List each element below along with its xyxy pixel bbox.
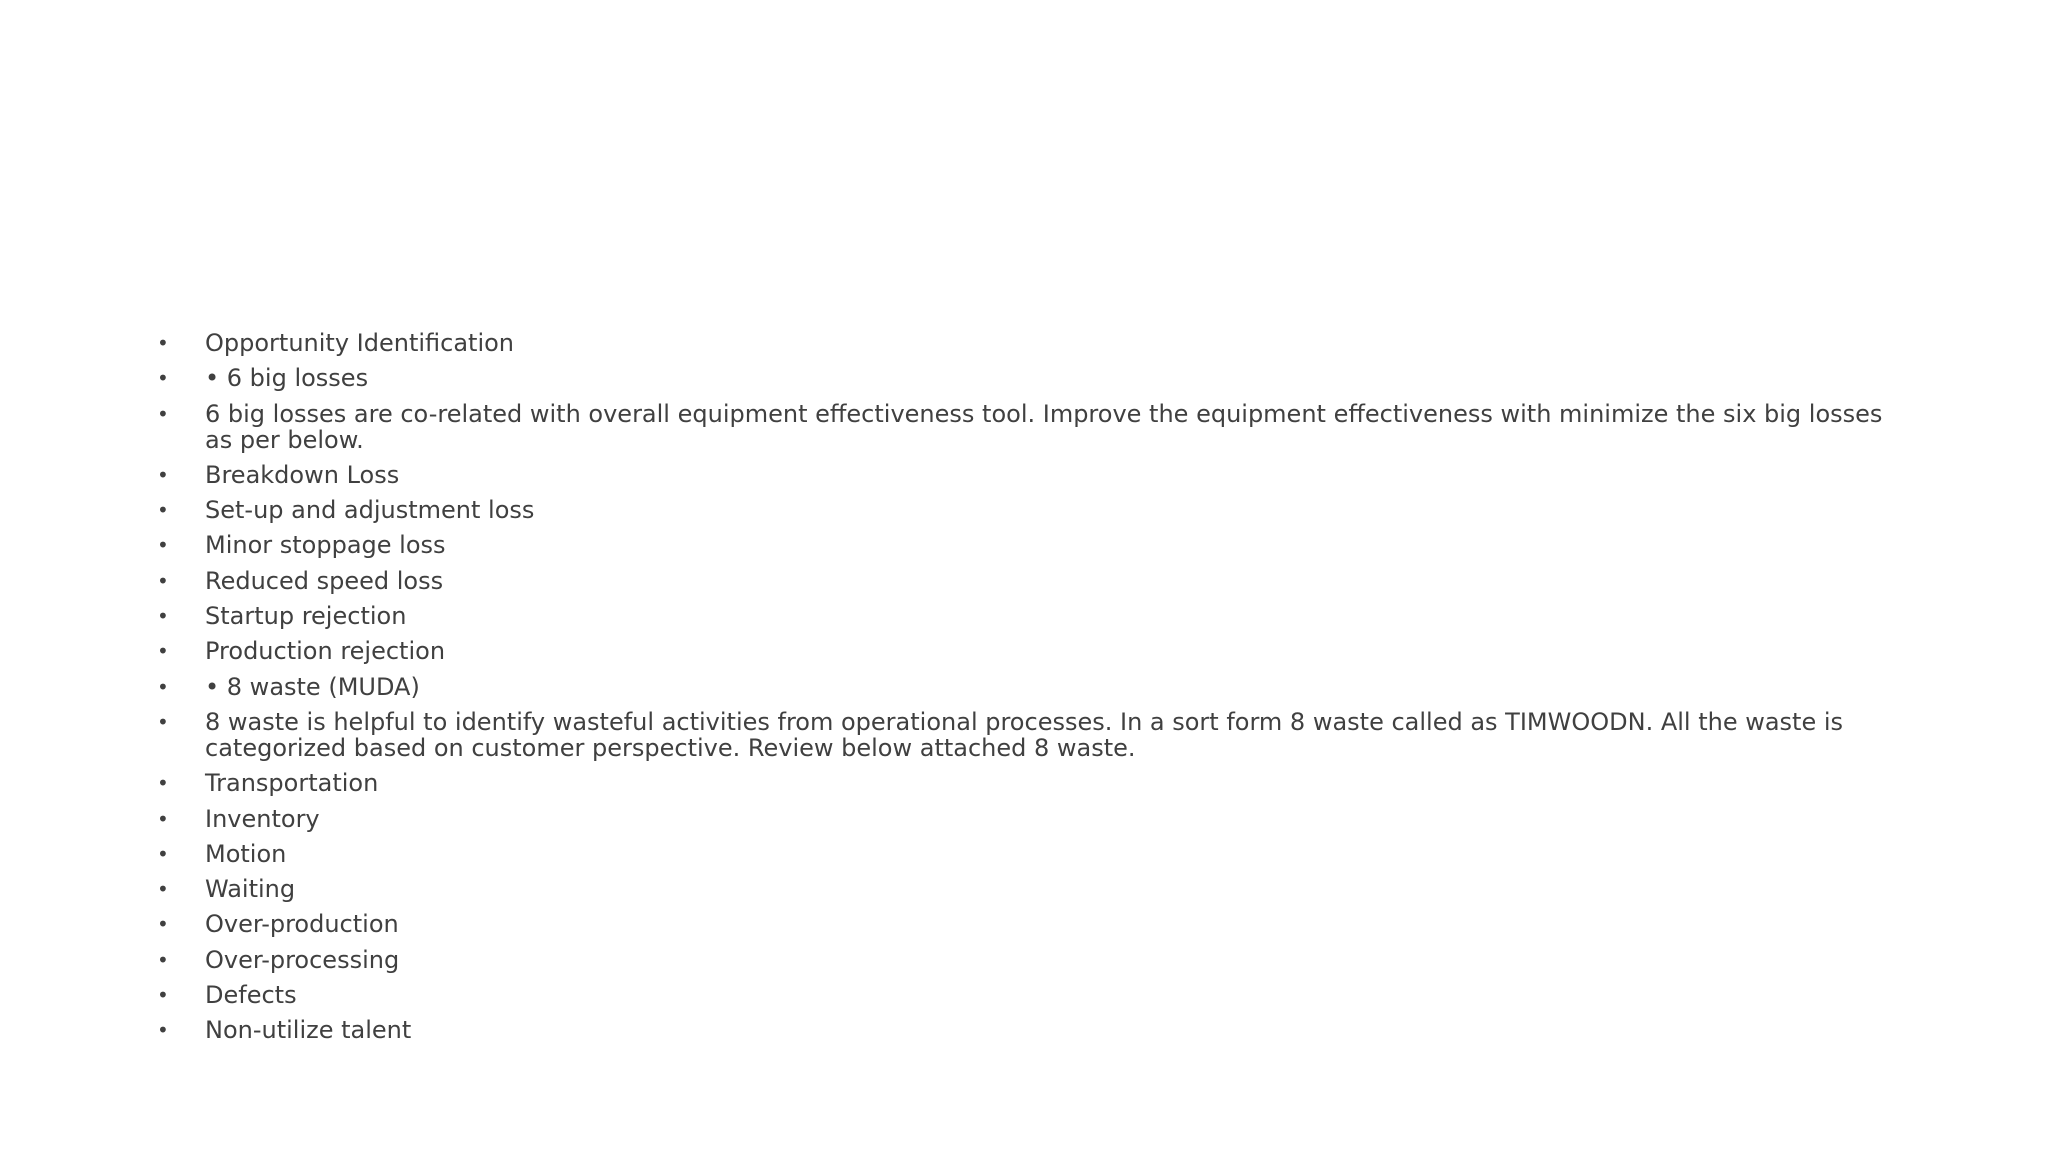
bullet-icon: •: [157, 674, 169, 699]
list-item: [155, 911, 1895, 937]
bullet-icon: •: [157, 983, 169, 1008]
bullet-icon: •: [157, 912, 169, 937]
slide-body: [155, 330, 1895, 1053]
bullet-icon: •: [157, 533, 169, 558]
list-item-text: Production rejection: [205, 637, 446, 666]
list-item-text: Waiting: [205, 875, 296, 904]
list-item-text: Over-processing: [205, 945, 400, 974]
list-item: [155, 709, 1895, 761]
list-item-text: Over-production: [205, 910, 399, 939]
list-item-text: Opportunity Identification: [205, 329, 515, 357]
list-item-text: Startup rejection: [205, 602, 407, 631]
list-item: [155, 497, 1895, 523]
bullet-icon: •: [157, 366, 169, 391]
list-item: [155, 841, 1895, 867]
bullet-icon: •: [157, 877, 169, 902]
list-item-text: Non-utilize talent: [205, 1016, 412, 1045]
bullet-icon: •: [157, 1018, 169, 1043]
list-item: [155, 876, 1895, 902]
bullet-icon: •: [157, 771, 169, 796]
bullet-icon: •: [157, 568, 169, 593]
list-item: [155, 947, 1895, 973]
bullet-icon: •: [157, 401, 169, 426]
list-item-text: Reduced speed loss: [205, 566, 444, 595]
list-item: [155, 982, 1895, 1008]
bullet-icon: •: [157, 841, 169, 866]
list-item-text: • 6 big losses: [205, 364, 369, 393]
bullet-list: [155, 330, 1895, 1043]
list-item-text: 8 waste is helpful to identify wasteful activities from operational processes. In a sort form 8 waste called as TIMWOODN. All the waste is categorized based on customer perspective. Review below attached 8 waste.: [205, 707, 1844, 762]
list-item: [155, 638, 1895, 664]
bullet-icon: •: [157, 947, 169, 972]
list-item-text: Defects: [205, 981, 297, 1010]
list-item: [155, 365, 1895, 391]
list-item: [155, 1017, 1895, 1043]
list-item: [155, 330, 1895, 356]
bullet-icon: •: [157, 331, 169, 355]
bullet-icon: •: [157, 498, 169, 523]
list-item: [155, 603, 1895, 629]
bullet-icon: •: [157, 604, 169, 629]
list-item-text: • 8 waste (MUDA): [205, 672, 420, 701]
list-item-text: Breakdown Loss: [205, 460, 400, 489]
list-item: [155, 674, 1895, 700]
list-item: [155, 401, 1895, 453]
list-item-text: Set-up and adjustment loss: [205, 496, 535, 525]
list-item-text: 6 big losses are co-related with overall equipment effectiveness tool. Improve the equipment effectiveness with minimize the six big losses as per below.: [205, 399, 1883, 454]
list-item-text: Motion: [205, 839, 287, 868]
bullet-icon: •: [157, 462, 169, 487]
list-item: [155, 462, 1895, 488]
bullet-icon: •: [157, 806, 169, 831]
list-item-text: Inventory: [205, 804, 320, 833]
list-item: [155, 806, 1895, 832]
bullet-icon: •: [157, 639, 169, 664]
list-item: [155, 770, 1895, 796]
list-item-text: Transportation: [205, 769, 379, 798]
bullet-icon: •: [157, 709, 169, 734]
list-item-text: Minor stoppage loss: [205, 531, 446, 560]
list-item: [155, 532, 1895, 558]
list-item: [155, 568, 1895, 594]
